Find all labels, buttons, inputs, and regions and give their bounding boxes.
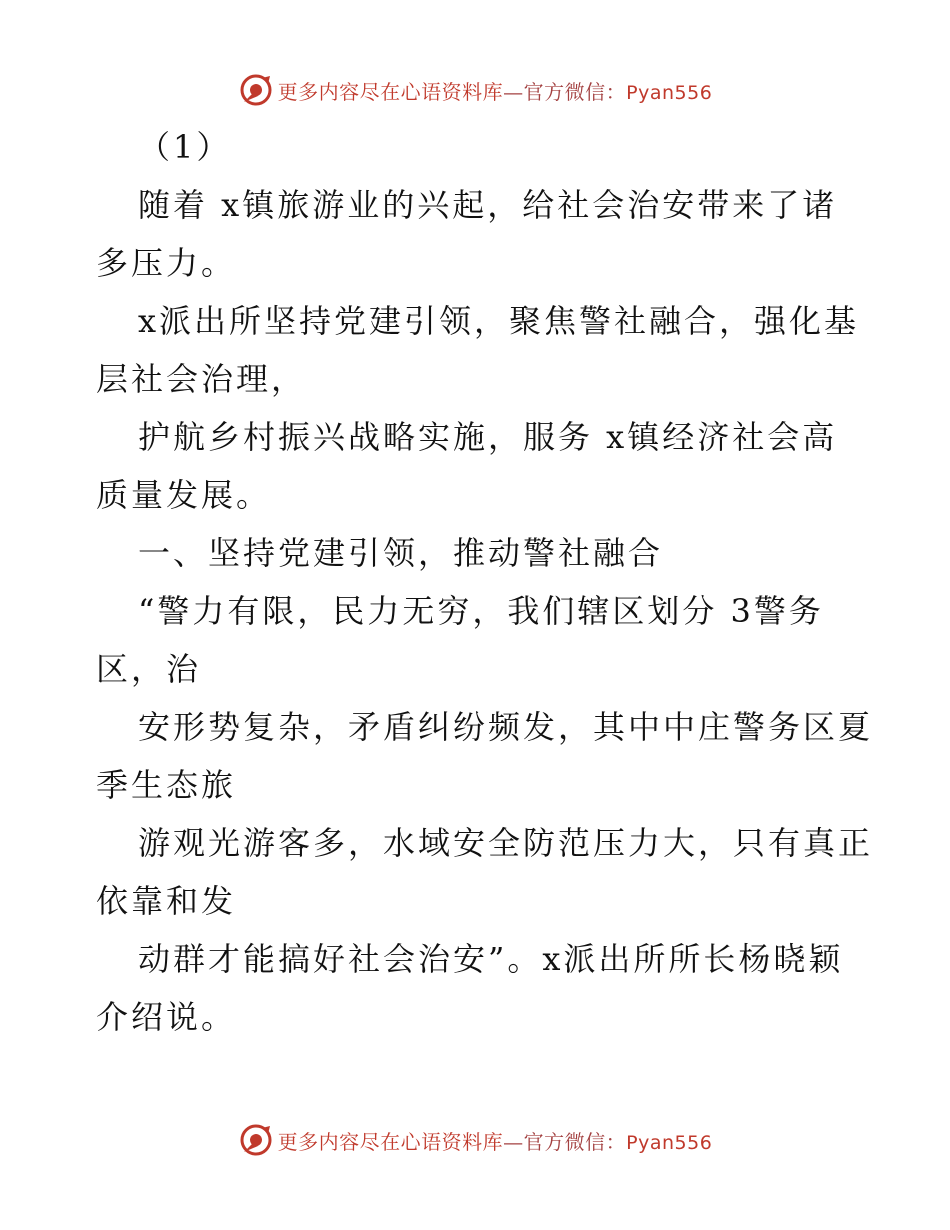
text-line: 依靠和发 <box>96 882 237 920</box>
pen-logo-icon <box>238 72 274 108</box>
text-line: 区，治 <box>96 650 202 688</box>
text-line: 安形势复杂，矛盾纠纷频发，其中中庄警务区夏 <box>138 708 874 746</box>
text-line: （1） <box>138 128 232 166</box>
watermark-footer <box>0 1120 950 1160</box>
text-line: 随着 x镇旅游业的兴起，给社会治安带来了诸 <box>138 186 838 224</box>
pen-logo-icon <box>238 1122 274 1158</box>
watermark-text: 更多内容尽在心语资料库—官方微信：Pyan556 <box>277 79 713 104</box>
text-line: 质量发展。 <box>96 476 272 514</box>
text-line: 动群才能搞好社会治安”。x派出所所长杨晓颖 <box>138 940 844 978</box>
text-line: 介绍说。 <box>96 998 237 1036</box>
text-line: 层社会治理， <box>96 360 307 398</box>
text-line: x派出所坚持党建引领，聚焦警社融合，强化基 <box>138 302 860 340</box>
text-line: 游观光游客多，水域安全防范压力大，只有真正 <box>138 824 874 862</box>
document-body <box>96 118 876 1046</box>
text-line: “警力有限，民力无穷，我们辖区划分 3警务 <box>138 592 824 630</box>
text-line: 季生态旅 <box>96 766 237 804</box>
text-line: 一、坚持党建引领，推动警社融合 <box>138 534 664 572</box>
text-line: 护航乡村振兴战略实施，服务 x镇经济社会高 <box>138 418 838 456</box>
watermark-header <box>0 70 950 110</box>
watermark-text: 更多内容尽在心语资料库—官方微信：Pyan556 <box>277 1129 713 1154</box>
text-line: 多压力。 <box>96 244 237 282</box>
